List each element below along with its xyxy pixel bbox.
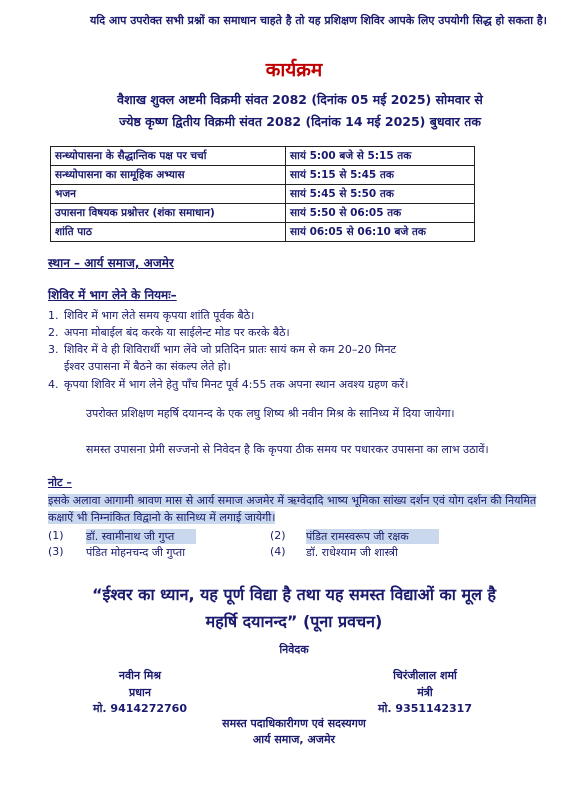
schedule-time: सायं 5:00 बजे से 5:15 तक: [286, 147, 475, 166]
schedule-time: सायं 5:45 से 5:50 तक: [286, 185, 475, 204]
rule-text: कृपया शिविर में भाग लेने हेतु पाँच मिनट पूर्व 4:55 तक अपना स्थान अवश्य ग्रहण करें।: [64, 378, 409, 391]
schedule-activity: सन्ध्योपासना के सैद्धान्तिक पक्ष पर चर्चा: [51, 147, 286, 166]
scholar-name: पंडित रामस्वरूप जी रक्षक: [306, 529, 439, 544]
date-line-end: ज्येष्ठ कृष्ण द्वितीय विक्रमी संवत 2082 (दिनांक 14 मई 2025) बुधवार तक: [119, 114, 481, 129]
president-name: नवीन मिश्र: [118, 669, 162, 682]
scholar-name: डॉ. स्वामीनाथ जी गुप्त: [86, 529, 196, 544]
president-role: प्रधान: [129, 686, 151, 699]
scholar-name: डॉ. राधेश्याम जी शास्त्री: [306, 546, 398, 559]
rule-text: शिविर में भाग लेते समय कृपया शांति पूर्वक बैठे।: [64, 309, 255, 322]
table-row: [51, 166, 475, 185]
schedule-activity: शांति पाठ: [51, 223, 286, 242]
rule-number: 4.: [48, 378, 59, 391]
page-title: कार्यक्रम: [265, 59, 323, 81]
secretary-phone: मो. 9351142317: [378, 702, 472, 715]
list-item: [48, 324, 548, 341]
rule-text-continued: ईश्वर उपासना में बैठने का संकल्प लेते हो।: [64, 360, 231, 373]
rule-number: 1.: [48, 309, 59, 322]
table-row: [51, 223, 475, 242]
scholar-number: (2): [270, 529, 286, 542]
note-highlighted-text: इसके अलावा आगामी श्रावण मास से आर्य समाज अजमेर में ऋग्वेदादि भाष्य भूमिका सांख्य दर्शन एवं योग दर्शन की नियमित कक्षाऐं भी निम्नांकित विद्वानो के सानिध्य में लगाई जायेगी।: [48, 494, 537, 524]
president-phone: मो. 9414272760: [93, 702, 187, 715]
table-row: [51, 204, 475, 223]
list-item: [48, 307, 548, 324]
table-row: [51, 147, 475, 166]
paragraph-request: समस्त उपासना प्रेमी सज्जनो से निवेदन है कि कृपया ठीक समय पर पधारकर उपासना का लाभ उठावें।: [86, 443, 489, 456]
scholar-number: (1): [48, 529, 64, 542]
table-row: [51, 185, 475, 204]
date-line-start: वैशाख शुक्ल अष्टमी विक्रमी संवत 2082 (दिनांक 05 मई 2025) सोमवार से: [117, 92, 483, 107]
secretary-name: चिरंजीलाल शर्मा: [393, 669, 457, 682]
paragraph-trainer: उपरोक्त प्रशिक्षण महर्षि दयानन्द के एक लघु शिष्य श्री नवीन मिश्र के सानिध्य में दिया जायेगा।: [86, 407, 455, 420]
secretary-role: मंत्री: [417, 686, 433, 699]
schedule-activity: भजन: [51, 185, 286, 204]
schedule-activity: सन्ध्योपासना का सामूहिक अभ्यास: [51, 166, 286, 185]
nivedak-label: निवेदक: [279, 643, 309, 656]
rule-number: 3.: [48, 343, 59, 356]
note-heading: नोट –: [48, 476, 72, 489]
rules-heading: शिविर में भाग लेने के नियमः–: [48, 288, 177, 302]
note-text: [48, 492, 548, 526]
scholar-number: (4): [270, 545, 286, 558]
venue: स्थान – आर्य समाज, अजमेर: [48, 256, 174, 270]
rule-text: अपना मोबाईल बंद करके या साईलेन्ट मोड पर करके बैठे।: [64, 326, 290, 339]
list-item: [48, 341, 548, 375]
schedule-table: [50, 146, 475, 242]
schedule-time: सायं 5:50 से 06:05 तक: [286, 204, 475, 223]
footer-org: आर्य समाज, अजमेर: [252, 733, 336, 746]
scholar-name: पंडित मोहनचन्द जी गुप्ता: [86, 546, 186, 559]
quote-line-1: “ईश्वर का ध्यान, यह पूर्ण विद्या है तथा यह समस्त विद्याओं का मूल है: [91, 585, 496, 604]
list-item: [48, 376, 548, 393]
quote-line-2: महर्षि दयानन्द” (पूना प्रवचन): [205, 612, 383, 631]
rule-text: शिविर में वे ही शिविरार्थी भाग लेंवे जो प्रतिदिन प्रातः सायं कम से कम 20–20 मिनट: [64, 343, 397, 356]
schedule-time: सायं 5:15 से 5:45 तक: [286, 166, 475, 185]
schedule-activity: उपासना विषयक प्रश्नोत्तर (शंका समाधान): [51, 204, 286, 223]
rule-number: 2.: [48, 326, 59, 339]
schedule-time: सायं 06:05 से 06:10 बजे तक: [286, 223, 475, 242]
intro-paragraph: यदि आप उपरोक्त सभी प्रश्नों का समाधान चाहते है तो यह प्रशिक्षण शिविर आपके लिए उपयोगी सिद्ध हो सकता है।: [90, 14, 547, 27]
scholar-number: (3): [48, 545, 64, 558]
footer-members: समस्त पदाधिकारीगण एवं सदस्यगण: [222, 717, 366, 730]
